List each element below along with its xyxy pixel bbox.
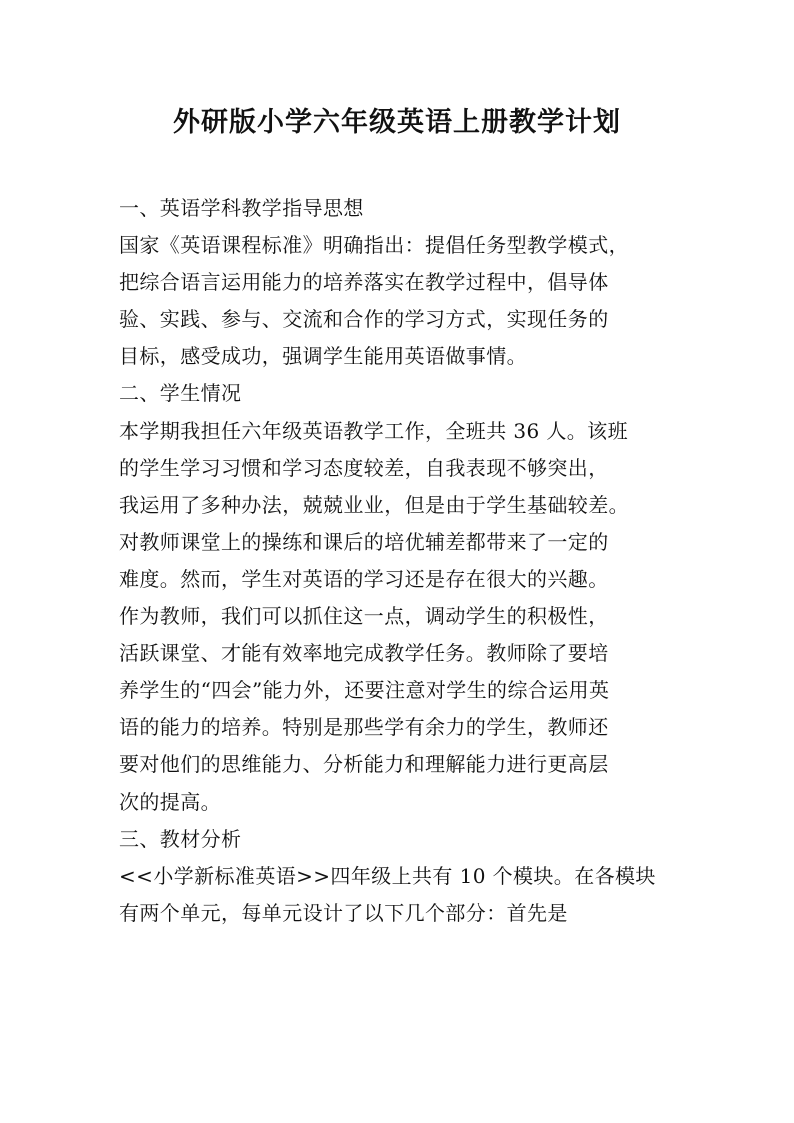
document-body (119, 190, 719, 932)
paragraph-line: 养学生的“四会”能力外，还要注意对学生的综合运用英 (119, 678, 610, 703)
section-heading-student-situation: 二、学生情况 (119, 381, 242, 406)
paragraph-line: 目标，感受成功，强调学生能用英语做事情。 (119, 344, 527, 369)
paragraph-line: 难度。然而，学生对英语的学习还是存在很大的兴趣。 (119, 566, 609, 591)
paragraph-line: 把综合语言运用能力的培养落实在教学过程中，倡导体 (119, 270, 609, 295)
paragraph-line: 我运用了多种办法，兢兢业业，但是由于学生基础较差。 (119, 492, 629, 517)
paragraph-line: 本学期我担任六年级英语教学工作，全班共 36 人。该班 (119, 418, 628, 443)
paragraph-line: 对教师课堂上的操练和课后的培优辅差都带来了一定的 (119, 529, 609, 554)
paragraph-line: 语的能力的培养。特别是那些学有余力的学生，教师还 (119, 715, 609, 740)
paragraph-line: 的学生学习习惯和学习态度较差，自我表现不够突出， (119, 455, 609, 480)
paragraph-line: 活跃课堂、才能有效率地完成教学任务。教师除了要培 (119, 641, 609, 666)
document-title: 外研版小学六年级英语上册教学计划 (173, 107, 621, 138)
paragraph-line: <<小学新标准英语>>四年级上共有 10 个模块。在各模块 (119, 863, 656, 888)
section-heading-guiding-ideology: 一、英语学科教学指导思想 (119, 196, 364, 220)
section-heading-textbook-analysis: 三、教材分析 (119, 826, 242, 851)
paragraph-line: 验、实践、参与、交流和合作的学习方式，实现任务的 (119, 307, 609, 332)
paragraph-line: 要对他们的思维能力、分析能力和理解能力进行更高层 (119, 752, 609, 777)
paragraph-line: 次的提高。 (119, 789, 221, 814)
paragraph-line: 国家《英语课程标准》明确指出：提倡任务型教学模式， (119, 233, 629, 258)
paragraph-line: 作为教师，我们可以抓住这一点，调动学生的积极性， (119, 604, 609, 629)
paragraph-line: 有两个单元，每单元设计了以下几个部分：首先是 (119, 900, 568, 925)
